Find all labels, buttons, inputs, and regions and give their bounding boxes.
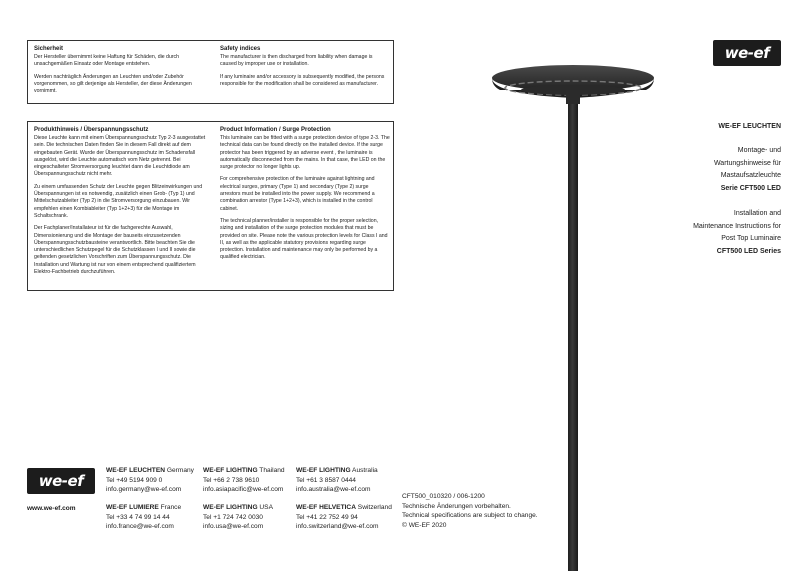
contact-switzerland [296, 503, 396, 532]
de-title-line-3: Mastaufsatzleuchte [720, 172, 781, 179]
company-name: WE-EF LEUCHTEN [718, 123, 781, 130]
contact-germany [106, 466, 206, 495]
document-info [402, 492, 538, 530]
contact-country: Thailand [259, 467, 285, 474]
surge-en-paragraph-2: For comprehensive protection of the luminaire against lightning and electrical surges, primary (Type 1) and secondary (Type 2) surge arrestors must be installed into the power supply. We recommend a combination arrestor (Type 1+2+3), which is installed in the control cabinet. [220, 176, 375, 212]
contact-country: France [160, 504, 182, 511]
safety-en-paragraph-2: If any luminaire and/or accessory is subsequently modified, the persons responsible for the modification shall be considered as manufacturer. [220, 73, 385, 87]
contact-country: Australia [352, 467, 378, 474]
safety-en-paragraph-1: The manufacturer is then discharged from liability when damage is caused by improper use or installation. [220, 54, 373, 68]
contact-phone: Tel +41 22 752 49 94 [296, 513, 358, 521]
copyright: © WE-EF 2020 [402, 521, 447, 529]
contact-phone: Tel +1 724 742 0030 [203, 513, 263, 521]
disclaimer-de: Technische Änderungen vorbehalten. [402, 502, 511, 510]
contact-usa [203, 503, 303, 532]
safety-en-title: Safety indices [220, 46, 261, 52]
contact-country: Germany [166, 467, 194, 474]
safety-english-column [220, 45, 390, 93]
contact-name: WE-EF LIGHTING [296, 467, 351, 474]
contact-phone: Tel +49 5194 909 0 [106, 476, 163, 484]
document-number: CFT500_010320 / 006-1200 [402, 493, 485, 500]
de-series-name: Serie CFT500 LED [720, 184, 781, 192]
de-title-line-2: Wartungshinweise für [713, 159, 781, 167]
contact-phone: Tel +33 4 74 99 14 44 [106, 513, 170, 521]
german-title-block [714, 145, 781, 195]
contact-australia [296, 466, 396, 495]
contact-phone: Tel +66 2 738 9610 [203, 476, 260, 484]
contact-email[interactable]: info.australia@we-ef.com [296, 486, 371, 494]
surge-english-column [220, 126, 390, 267]
en-title-line-1: Installation and [733, 210, 781, 217]
contact-name: WE-EF LUMIERE [106, 504, 159, 511]
contact-name: WE-EF LEUCHTEN [106, 467, 165, 474]
surge-de-paragraph-3: Der Fachplaner/Installateur ist für die fachgerechte Auswahl, Dimensionierung und die Montage der bauseits einzusetzenden Überspannungsschutzbausteine verantwortlich. Bitte beachten Sie die unterschiedlichen Schutzpegel für die Schutzklassen I und II sowie die geltenden gesetzlichen Vorschriften zum Überspannungsschutz. Die Installation und Wartung ist nur von einem entsprechend qualifiziertem Elektro-Fachbetrieb durchzuführen. [34, 225, 196, 276]
website-link[interactable]: www.we-ef.com [27, 505, 76, 512]
safety-de-paragraph-1: Der Hersteller übernimmt keine Haftung für Schäden, die durch unsachgemäßen Einsatz oder Montage entstehen. [34, 54, 180, 68]
surge-de-paragraph-2: Zu einem umfassenden Schutz der Leuchte gegen Blitzeinwirkungen und Überspannungen ist es notwendig, zusätzlich einen Grob- (Typ 1) und Mittelschutzableiter (Typ 2) in die Stromversorgung einzubauen. Wir empfehlen einen Kombiableiter (Typ 1+2+3) für die Montage im Schaltschrank. [34, 183, 203, 219]
en-title-line-3: Post Top Luminaire [721, 235, 781, 242]
contact-email[interactable]: info.france@we-ef.com [106, 523, 174, 531]
safety-de-title: Sicherheit [34, 46, 64, 52]
safety-de-paragraph-2: Werden nachträglich Änderungen an Leuchten und/oder Zubehör vorgenommen, so gilt derjenige als Hersteller, der diese Änderungen vornimmt. [34, 73, 192, 95]
de-title-line-1: Montage- und [737, 147, 781, 154]
contact-phone: Tel +61 3 8587 0444 [296, 476, 356, 484]
contact-name: WE-EF HELVETICA [296, 504, 356, 511]
we-ef-logo: we-ef [713, 40, 781, 66]
contact-email[interactable]: info.switzerland@we-ef.com [296, 523, 379, 531]
contact-name: WE-EF LIGHTING [203, 504, 258, 511]
contact-france [106, 503, 206, 532]
disclaimer-en: Technical specifications are subject to change. [402, 512, 538, 520]
contact-country: Switzerland [357, 504, 392, 511]
we-ef-footer-logo: we-ef [27, 468, 95, 494]
english-title-block [693, 208, 781, 258]
contact-name: WE-EF LIGHTING [203, 467, 258, 474]
contact-thailand [203, 466, 303, 495]
surge-de-title: Produkthinweis / Überspannungsschutz [34, 127, 149, 133]
surge-en-title: Product Information / Surge Protection [220, 127, 331, 133]
contact-email[interactable]: info.asiapacific@we-ef.com [203, 486, 284, 494]
en-title-line-2: Maintenance Instructions for [693, 222, 781, 230]
contact-email[interactable]: info.germany@we-ef.com [106, 486, 182, 494]
contact-country: USA [259, 504, 273, 511]
surge-de-paragraph-1: Diese Leuchte kann mit einem Überspannungsschutz Typ 2-3 ausgestattet sein. Die technischen Daten finden Sie in diesem Fall direkt auf dem eingebauten Gerät. Wurde der Überspannungsschutz im Schadensfall ausgelöst, wird die Leuchte automatisch vom Netz getrennt. Bei eingeschalteter Stromversorgung leuchtet dann die Leuchtdiode am Überspannungsschutz nicht mehr. [34, 135, 206, 178]
surge-protection-box [27, 121, 394, 291]
surge-german-column [34, 126, 212, 281]
contact-email[interactable]: info.usa@we-ef.com [203, 523, 264, 531]
surge-en-paragraph-1: This luminaire can be fitted with a surge protection device of type 2-3. The technical data can be found directly on the installed device. If the surge protector has been triggered by an adverse event , the luminaire is automatically disconnected from the mains. In that case, the LED on the surge protector no longer lights up. [220, 135, 390, 171]
safety-german-column [34, 45, 212, 100]
en-series-name: CFT500 LED Series [716, 247, 781, 255]
surge-en-paragraph-3: The technical planner/installer is responsible for the proper selection, sizing and installation of the surge protection modules that must be provided on site. Please note the various protection levels for Class I and II, as well as the applicable statutory provisions regarding surge protection. Installation and maintenance may only be performed by a qualified electrician. [220, 217, 388, 261]
safety-notice-box [27, 40, 394, 104]
